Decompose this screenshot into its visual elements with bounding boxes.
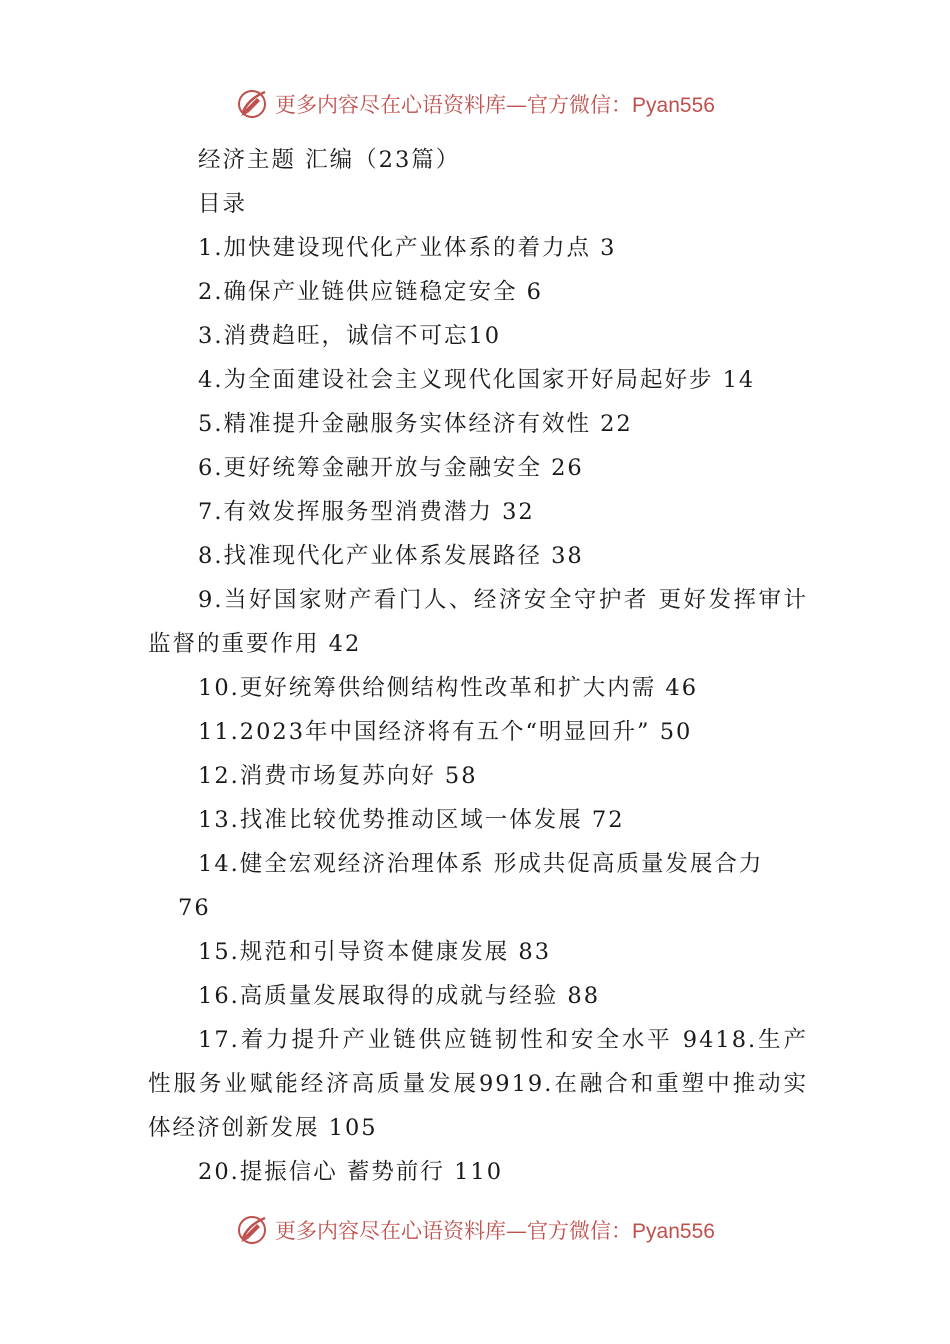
toc-item: 2.确保产业链供应链稳定安全 6 [198, 279, 543, 305]
banner-wechat-id: Pyan556 [632, 94, 715, 117]
header-watermark-banner [0, 82, 950, 126]
toc-item: 16.高质量发展取得的成就与经验 88 [198, 983, 601, 1009]
banner-wechat-id: Pyan556 [632, 1220, 715, 1243]
footer-watermark-banner [0, 1208, 950, 1252]
toc-item: 1.加快建设现代化产业体系的着力点 3 [198, 235, 617, 261]
toc-item: 10.更好统筹供给侧结构性改革和扩大内需 46 [198, 675, 699, 701]
toc-item: 13.找准比较优势推动区域一体发展 72 [198, 807, 625, 833]
toc-item: 17.着力提升产业链供应链韧性和安全水平 9418.生产性服务业赋能经济高质量发展9919.在融合和重塑中推动实体经济创新发展 105 [148, 1027, 808, 1141]
pen-swirl-logo-icon [235, 1212, 271, 1248]
toc-heading: 目录 [198, 191, 248, 217]
toc-item: 5.精准提升金融服务实体经济有效性 22 [198, 411, 633, 437]
toc-item: 11.2023年中国经济将有五个“明显回升” 50 [198, 719, 693, 745]
document-title: 经济主题 汇编（23篇） [198, 147, 461, 173]
toc-item: 3.消费趋旺，诚信不可忘10 [198, 323, 502, 349]
banner-label: 更多内容尽在心语资料库—官方微信： [275, 1219, 633, 1243]
toc-item-page-number: 76 [178, 895, 211, 921]
pen-swirl-logo-icon [235, 86, 271, 122]
toc-item: 6.更好统筹金融开放与金融安全 26 [198, 455, 584, 481]
toc-item: 4.为全面建设社会主义现代化国家开好局起好步 14 [198, 367, 756, 393]
document-body [148, 138, 808, 1194]
toc-item: 7.有效发挥服务型消费潜力 32 [198, 499, 535, 525]
toc-item: 12.消费市场复苏向好 58 [198, 763, 478, 789]
banner-label: 更多内容尽在心语资料库—官方微信： [275, 93, 633, 117]
toc-item: 20.提振信心 蓄势前行 110 [198, 1159, 504, 1185]
toc-item: 15.规范和引导资本健康发展 83 [198, 939, 552, 965]
toc-item: 9.当好国家财产看门人、经济安全守护者 更好发挥审计监督的重要作用 42 [148, 587, 808, 657]
banner-text [275, 89, 715, 119]
toc-item: 8.找准现代化产业体系发展路径 38 [198, 543, 584, 569]
banner-text [275, 1215, 715, 1245]
toc-item: 14.健全宏观经济治理体系 形成共促高质量发展合力 [198, 851, 764, 877]
